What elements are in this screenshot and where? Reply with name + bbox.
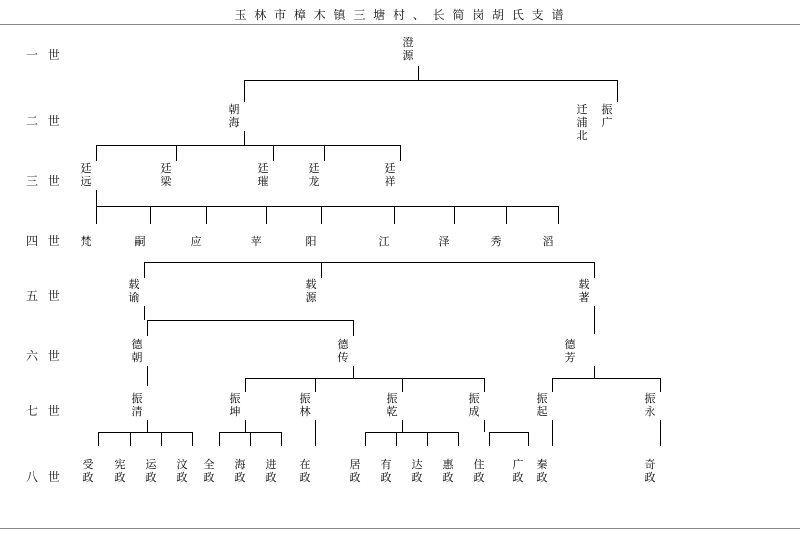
gen6-defang — [559, 338, 581, 364]
l-g3-bus2-down — [96, 190, 97, 206]
l-g4-c-up — [206, 206, 207, 224]
divider-top — [0, 24, 800, 25]
l-g3-e-up — [400, 145, 401, 161]
node-char: 嗣 — [134, 235, 146, 248]
l-g4-h-up — [506, 206, 507, 224]
node-char: 德 — [131, 338, 143, 351]
gen8-yunzheng — [140, 458, 162, 484]
l-g4-f-up — [394, 206, 395, 224]
l-g3-bus — [96, 145, 400, 146]
node-char: 滔 — [542, 235, 554, 248]
gen5-zaiyuan — [300, 278, 322, 304]
node-char: 成 — [468, 405, 480, 418]
node-char: 进 — [265, 458, 277, 471]
node-char: 达 — [411, 458, 423, 471]
gen6-dechao — [126, 338, 148, 364]
node-char: 政 — [473, 471, 485, 484]
l-g5-b-up — [321, 262, 322, 278]
node-char: 振 — [601, 103, 613, 116]
node-char: 廷 — [80, 162, 92, 175]
node-char: 政 — [411, 471, 423, 484]
node-char: 源 — [305, 291, 317, 304]
l-g8-you-up — [396, 432, 397, 446]
l-g8-kun-down — [245, 420, 246, 432]
page-title: 玉 林 市 樟 木 镇 三 塘 村 、 长 简 岗 胡 氏 支 谱 — [234, 8, 566, 22]
l-g7-qian-up — [402, 378, 403, 392]
l-g4-e-up — [321, 206, 322, 224]
l-g6-dechuan-down — [353, 366, 354, 378]
node-char: 梁 — [160, 175, 172, 188]
node-char: 朝 — [228, 103, 240, 116]
generation-label-3: 三 世 — [26, 174, 63, 188]
node-char: 广 — [512, 458, 524, 471]
gen3-tingliang — [155, 162, 177, 188]
gen3-tinghui — [252, 162, 274, 188]
node-char: 廷 — [384, 162, 396, 175]
node-char: 朝 — [131, 351, 143, 364]
l-g4-g-up — [454, 206, 455, 224]
l-g1-down — [418, 66, 419, 80]
node-char: 秦 — [536, 458, 548, 471]
gen6-dechuan — [332, 338, 354, 364]
gen7-zhenqi — [531, 392, 553, 418]
l-g8-ci-up — [192, 432, 193, 446]
node-char: 林 — [299, 405, 311, 418]
node-char: 振 — [229, 392, 241, 405]
gen4-fan — [75, 235, 97, 248]
node-char: 政 — [234, 471, 246, 484]
gen4-hua — [245, 235, 267, 248]
node-char: 载 — [128, 278, 140, 291]
generation-label-4: 四 世 — [26, 234, 63, 248]
node-char: 海 — [234, 458, 246, 471]
l-g6-dechao-down — [147, 366, 148, 386]
node-char: 载 — [578, 278, 590, 291]
l-g6-b-up — [353, 320, 354, 336]
l-g8-bus-qian — [365, 432, 458, 433]
l-g8-qi-qin — [552, 420, 553, 446]
l-g8-yong-qi — [660, 420, 661, 446]
gen7-zhenyong — [639, 392, 661, 418]
node-char: 政 — [349, 471, 361, 484]
l-g5-zaiyu-down — [144, 306, 145, 320]
gen4-ze — [433, 235, 455, 248]
node-char: 远 — [80, 175, 92, 188]
gen8-dazheng — [406, 458, 428, 484]
l-g7-cheng-up — [484, 378, 485, 392]
node-char: 振 — [386, 392, 398, 405]
node-char: 廷 — [160, 162, 172, 175]
node-char: 有 — [380, 458, 392, 471]
l-g8-qing-down — [147, 420, 148, 432]
node-char: 祥 — [384, 175, 396, 188]
node-char: 泽 — [438, 235, 450, 248]
node-char: 政 — [380, 471, 392, 484]
node-char: 振 — [468, 392, 480, 405]
node-char: 北 — [576, 129, 588, 142]
gen7-zhenqing — [126, 392, 148, 418]
node-char: 政 — [265, 471, 277, 484]
l-g8-shou-up — [98, 432, 99, 446]
node-char: 住 — [473, 458, 485, 471]
l-g3-b-up — [176, 145, 177, 161]
node-char: 振 — [131, 392, 143, 405]
node-char: 浦 — [576, 116, 588, 129]
l-g7-bus-dechuan — [245, 378, 484, 379]
l-g7-qi-up — [552, 378, 553, 392]
generation-label-7: 七 世 — [26, 404, 63, 418]
gen2-chaohai — [223, 103, 245, 129]
l-g3-d-up — [324, 145, 325, 161]
generation-label-2: 二 世 — [26, 114, 63, 128]
gen8-huizheng — [437, 458, 459, 484]
node-char: 政 — [299, 471, 311, 484]
gen5-zaizhu — [573, 278, 595, 304]
generation-label-1: 一 世 — [26, 48, 63, 62]
l-g8-hui-up — [458, 432, 459, 446]
gen2-zhenguang — [596, 103, 618, 129]
node-char: 振 — [536, 392, 548, 405]
generation-label-5: 五 世 — [26, 289, 63, 303]
generation-label-6: 六 世 — [26, 349, 63, 363]
gen5-zaiyu — [123, 278, 145, 304]
node-char: 著 — [578, 291, 590, 304]
gen4-tao — [537, 235, 559, 248]
node-char: 振 — [644, 392, 656, 405]
gen8-guangzheng — [507, 458, 529, 484]
gen8-zhuzheng — [468, 458, 490, 484]
node-char: 政 — [176, 471, 188, 484]
gen8-quanzheng — [198, 458, 220, 484]
gen4-si — [129, 235, 151, 248]
generation-label-8: 八 世 — [26, 470, 63, 484]
gen4-ying — [185, 235, 207, 248]
gen8-qizheng — [639, 458, 661, 484]
gen8-cizheng — [171, 458, 193, 484]
gen1-chengyuan — [397, 36, 419, 62]
node-char: 坤 — [229, 405, 241, 418]
l-g8-ju-up — [365, 432, 366, 446]
l-g3-a-up — [96, 145, 97, 161]
l-g4-a-up — [96, 206, 97, 224]
l-g5-a-up — [144, 262, 145, 278]
l-g8-bus-cheng — [489, 432, 528, 433]
l-g7-yong-up — [660, 378, 661, 392]
node-char: 德 — [337, 338, 349, 351]
l-g8-hai-up — [250, 432, 251, 446]
node-char: 在 — [299, 458, 311, 471]
node-char: 璀 — [257, 175, 269, 188]
l-g4-d-up — [266, 206, 267, 224]
node-char: 奇 — [644, 458, 656, 471]
gen3-tingxiang — [379, 162, 401, 188]
gen8-zaizheng — [294, 458, 316, 484]
node-char: 全 — [203, 458, 215, 471]
l-g8-zhu-up — [489, 432, 490, 446]
node-char: 芳 — [564, 351, 576, 364]
node-char: 苹 — [250, 235, 262, 248]
gen4-yang — [300, 235, 322, 248]
node-char: 政 — [82, 471, 94, 484]
node-char: 江 — [378, 235, 390, 248]
node-char: 梵 — [80, 235, 92, 248]
node-char: 秀 — [490, 235, 502, 248]
node-char: 汶 — [176, 458, 188, 471]
node-char: 清 — [131, 405, 143, 418]
gen3-tinglong — [303, 162, 325, 188]
gen7-zhencheng — [463, 392, 485, 418]
l-g8-yun-up — [161, 432, 162, 446]
node-char: 政 — [644, 471, 656, 484]
node-char: 廷 — [308, 162, 320, 175]
node-char: 迁 — [576, 103, 588, 116]
node-char: 政 — [512, 471, 524, 484]
gen3-tingyuan — [75, 162, 97, 188]
node-char: 海 — [228, 116, 240, 129]
node-char: 振 — [299, 392, 311, 405]
node-char: 源 — [402, 49, 414, 62]
node-char: 阳 — [305, 235, 317, 248]
l-g8-bus-qing — [98, 432, 192, 433]
gen8-shouzheng — [77, 458, 99, 484]
l-g4-bus — [96, 206, 558, 207]
l-g2-chaohai-down — [244, 131, 245, 145]
l-g7-lin-up — [315, 378, 316, 392]
l-g8-jin-up — [281, 432, 282, 446]
l-g3-c-up — [273, 145, 274, 161]
l-g2-zhenguang-up — [617, 80, 618, 102]
l-g6-zaizhu-defang — [594, 306, 595, 334]
gen8-youzheng — [375, 458, 397, 484]
node-char: 政 — [536, 471, 548, 484]
l-g8-xian-up — [130, 432, 131, 446]
l-g8-qian-down — [402, 420, 403, 432]
node-char: 乾 — [386, 405, 398, 418]
l-g8-guang-up — [528, 432, 529, 446]
node-char: 政 — [145, 471, 157, 484]
gen8-jinzheng — [260, 458, 282, 484]
node-char: 永 — [644, 405, 656, 418]
node-char: 载 — [305, 278, 317, 291]
l-g4-b-up — [150, 206, 151, 224]
gen4-xiu — [485, 235, 507, 248]
gen8-juzheng — [344, 458, 366, 484]
divider-bottom — [0, 528, 800, 529]
node-char: 惠 — [442, 458, 454, 471]
node-char: 传 — [337, 351, 349, 364]
l-g6-bus — [147, 320, 353, 321]
node-char: 广 — [601, 116, 613, 129]
l-g4-i-up — [558, 206, 559, 224]
node-char: 廷 — [257, 162, 269, 175]
l-g6-a-up — [147, 320, 148, 336]
l-g8-lin-zai — [315, 420, 316, 446]
node-char: 宪 — [114, 458, 126, 471]
l-g8-cheng-down — [484, 420, 485, 432]
l-g7-bus-defang — [552, 378, 660, 379]
gen7-zhenkun — [224, 392, 246, 418]
l-g7-kun-up — [245, 378, 246, 392]
node-char: 运 — [145, 458, 157, 471]
gen2-qianpubei — [571, 103, 593, 142]
gen8-xianzheng — [109, 458, 131, 484]
l-g1-bus — [244, 80, 618, 81]
node-char: 应 — [190, 235, 202, 248]
node-char: 谕 — [128, 291, 140, 304]
node-char: 政 — [442, 471, 454, 484]
l-g5-bus — [144, 262, 594, 263]
l-g2-chaohai-up — [244, 80, 245, 102]
l-g5-c-up — [594, 262, 595, 278]
l-g8-da-up — [427, 432, 428, 446]
node-char: 政 — [203, 471, 215, 484]
node-char: 德 — [564, 338, 576, 351]
gen7-zhenqian — [381, 392, 403, 418]
node-char: 龙 — [308, 175, 320, 188]
node-char: 居 — [349, 458, 361, 471]
gen4-jiang — [373, 235, 395, 248]
gen7-zhenlin — [294, 392, 316, 418]
gen8-haizheng — [229, 458, 251, 484]
node-char: 政 — [114, 471, 126, 484]
l-g8-quan-up — [219, 432, 220, 446]
l-g6-defang-down — [594, 366, 595, 378]
node-char: 受 — [82, 458, 94, 471]
node-char: 澄 — [402, 36, 414, 49]
node-char: 起 — [536, 405, 548, 418]
gen8-qinzheng — [531, 458, 553, 484]
